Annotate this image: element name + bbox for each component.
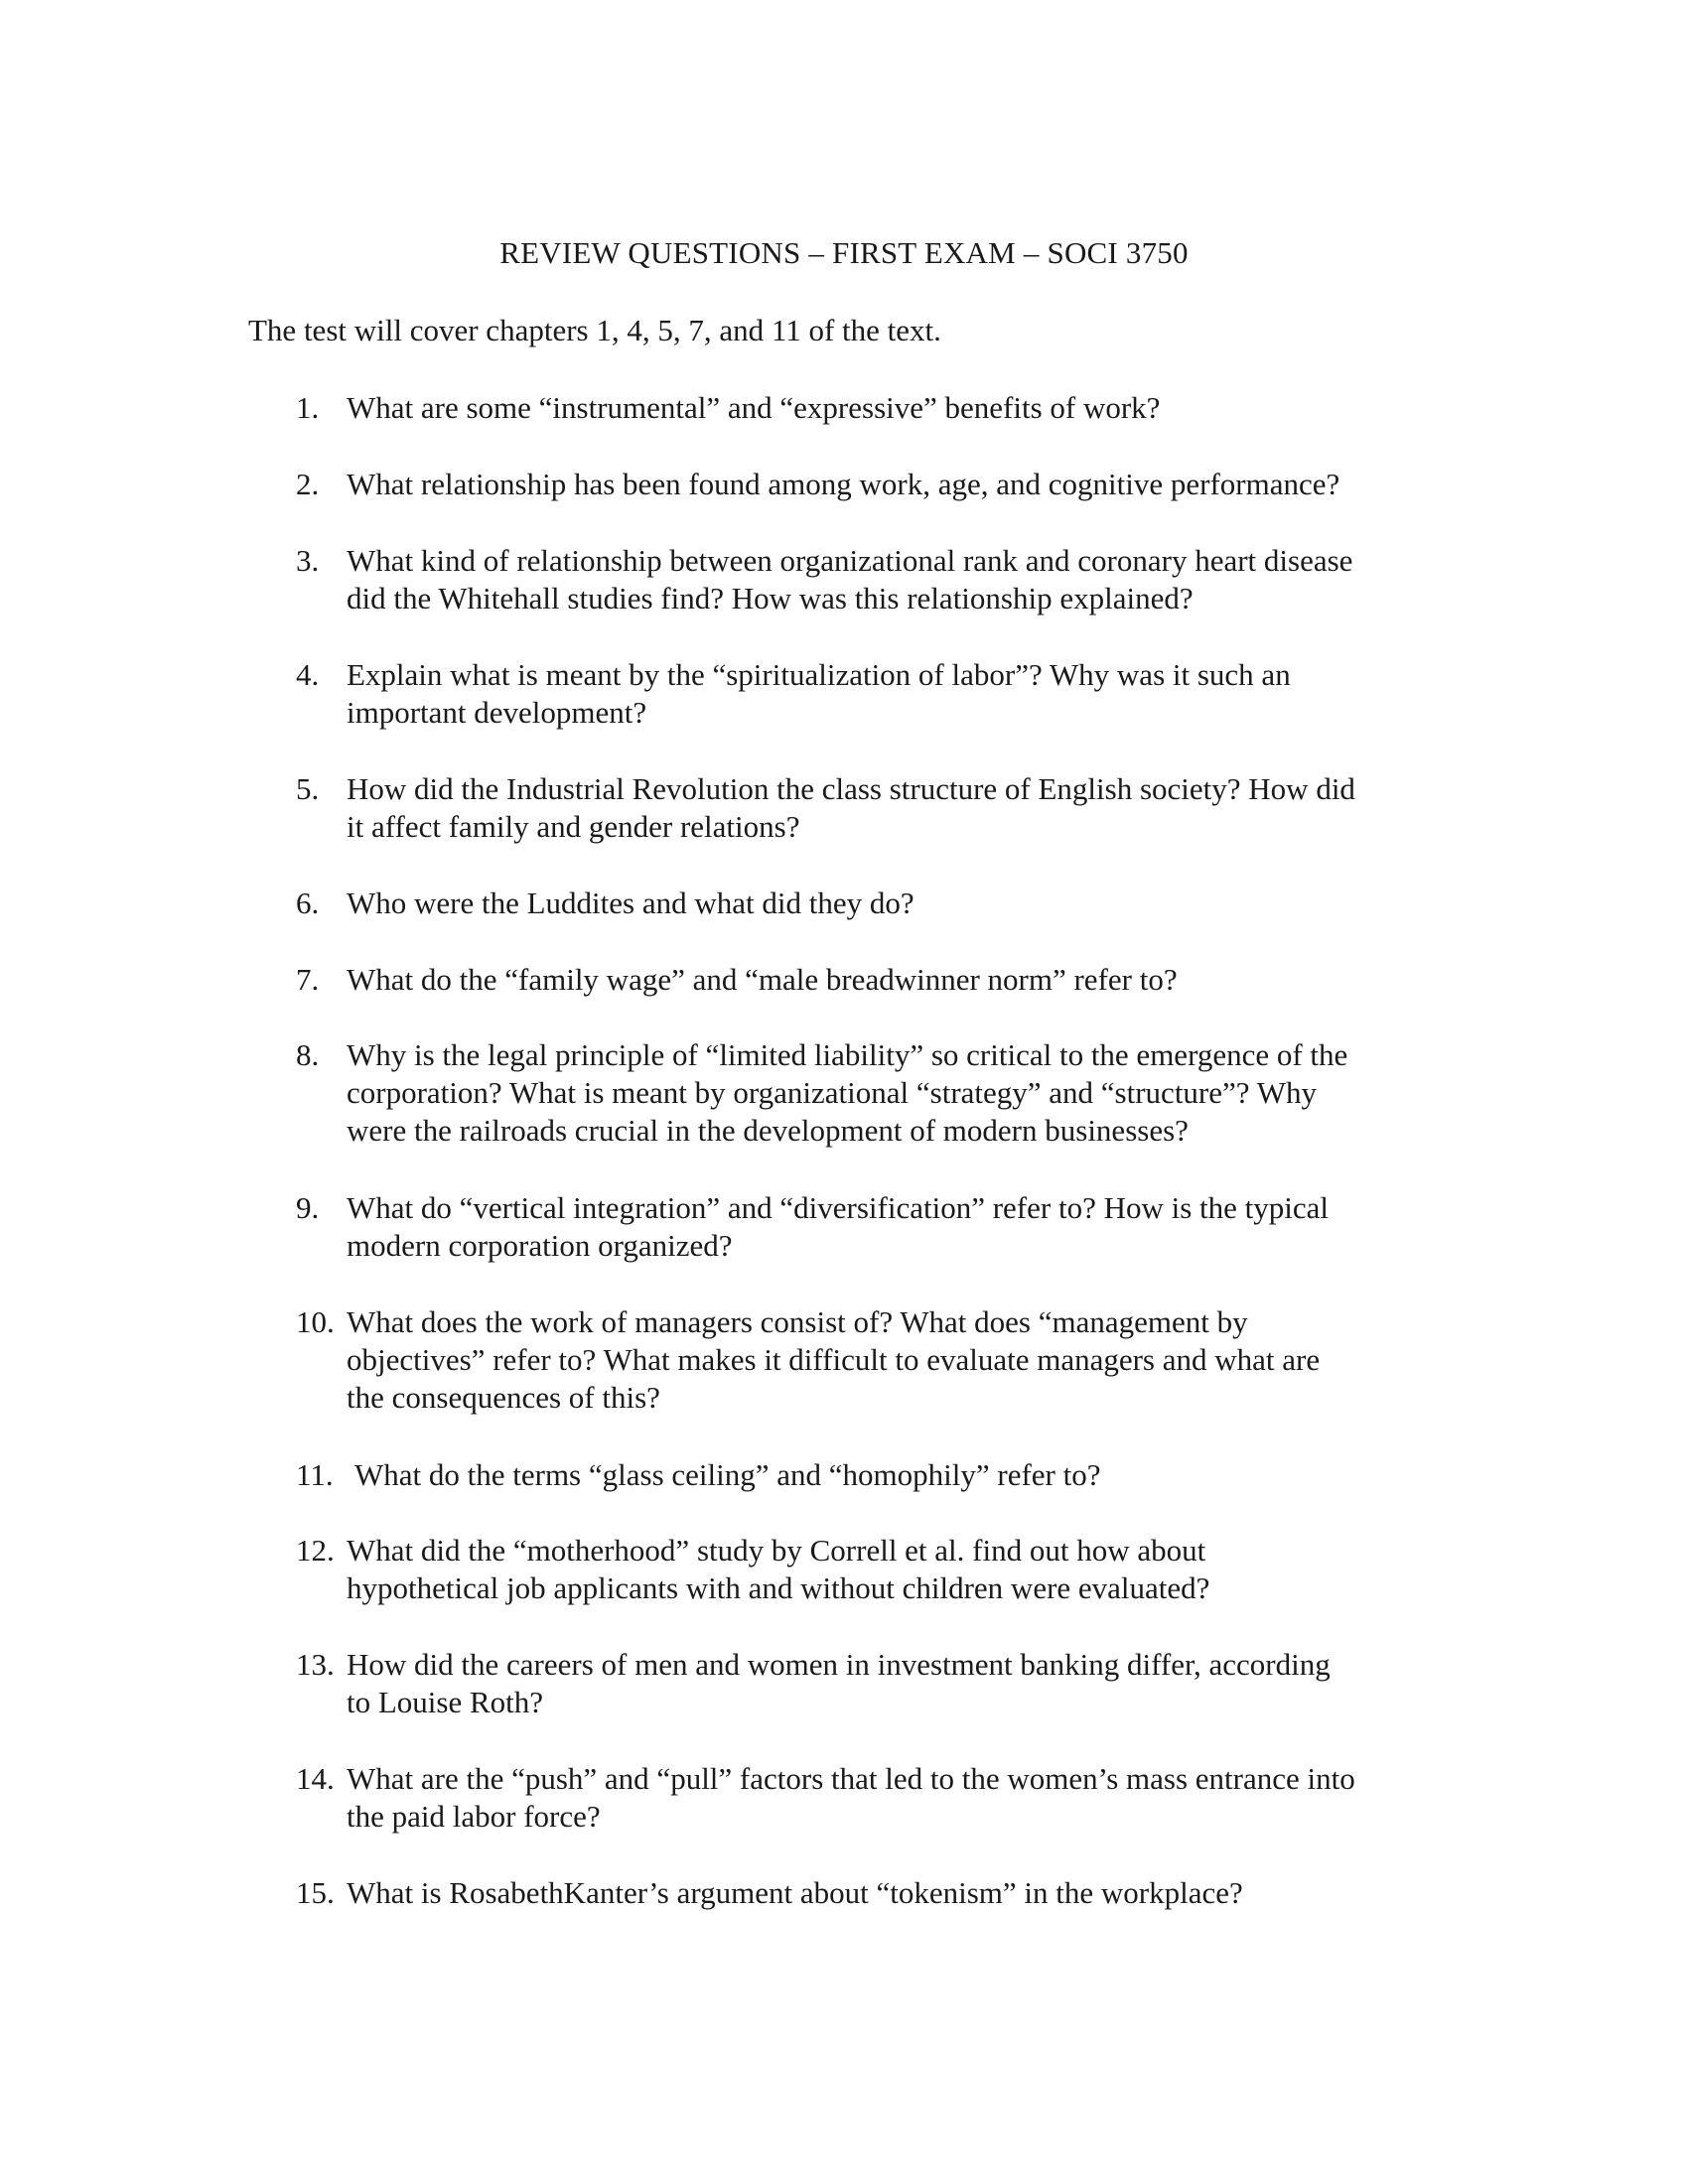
question-number: 2. bbox=[296, 467, 320, 501]
question-text: How did the Industrial Revolution the class structure of English society? How did it affect family and gender relations? bbox=[347, 771, 1355, 844]
question-text: Why is the legal principle of “limited liability” so critical to the emergence of the corporation? What is meant by organizational “strategy” and “structure”? Why were the railroads crucial in the development of modern businesses? bbox=[347, 1037, 1348, 1148]
question-number: 13. bbox=[296, 1647, 335, 1682]
page-title: REVIEW QUESTIONS – FIRST EXAM – SOCI 3750 bbox=[499, 235, 1189, 270]
question-text: What relationship has been found among work, age, and cognitive performance? bbox=[347, 467, 1340, 501]
question-text: What is RosabethKanter’s argument about “tokenism” in the workplace? bbox=[347, 1875, 1243, 1910]
question-number: 1. bbox=[296, 390, 320, 425]
question-text: What are the “push” and “pull” factors that led to the women’s mass entrance into the paid labor force? bbox=[347, 1761, 1355, 1834]
question-text: What are some “instrumental” and “expressive” benefits of work? bbox=[347, 390, 1161, 425]
question-text: How did the careers of men and women in investment banking differ, according to Louise Roth? bbox=[347, 1647, 1331, 1719]
question-text: Explain what is meant by the “spiritualization of labor”? Why was it such an important development? bbox=[347, 657, 1291, 730]
question-text: What do the “family wage” and “male breadwinner norm” refer to? bbox=[347, 962, 1178, 997]
question-number: 11. bbox=[296, 1457, 334, 1492]
question-number: 12. bbox=[296, 1533, 335, 1568]
question-number: 10. bbox=[296, 1304, 335, 1339]
question-text: Who were the Luddites and what did they do? bbox=[347, 886, 914, 920]
question-number: 8. bbox=[296, 1037, 320, 1072]
question-number: 6. bbox=[296, 886, 320, 920]
question-number: 3. bbox=[296, 543, 320, 578]
question-text: What did the “motherhood” study by Correll et al. find out how about hypothetical job applicants with and without children were evaluated? bbox=[347, 1533, 1210, 1605]
question-text: What do the terms “glass ceiling” and “homophily” refer to? bbox=[354, 1457, 1101, 1492]
question-number: 9. bbox=[296, 1190, 320, 1225]
question-number: 7. bbox=[296, 962, 320, 997]
question-text: What kind of relationship between organizational rank and coronary heart disease did the Whitehall studies find? How was this relationship explained? bbox=[347, 543, 1353, 615]
question-number: 5. bbox=[296, 771, 320, 806]
question-text: What does the work of managers consist of? What does “management by objectives” refer to? What makes it difficult to evaluate managers and what are the consequences of this? bbox=[347, 1304, 1321, 1415]
question-number: 14. bbox=[296, 1761, 335, 1796]
intro-text: The test will cover chapters 1, 4, 5, 7, and 11 of the text. bbox=[248, 313, 941, 347]
question-number: 4. bbox=[296, 657, 320, 692]
question-number: 15. bbox=[296, 1875, 335, 1910]
question-text: What do “vertical integration” and “diversification” refer to? How is the typical modern corporation organized? bbox=[347, 1190, 1330, 1263]
